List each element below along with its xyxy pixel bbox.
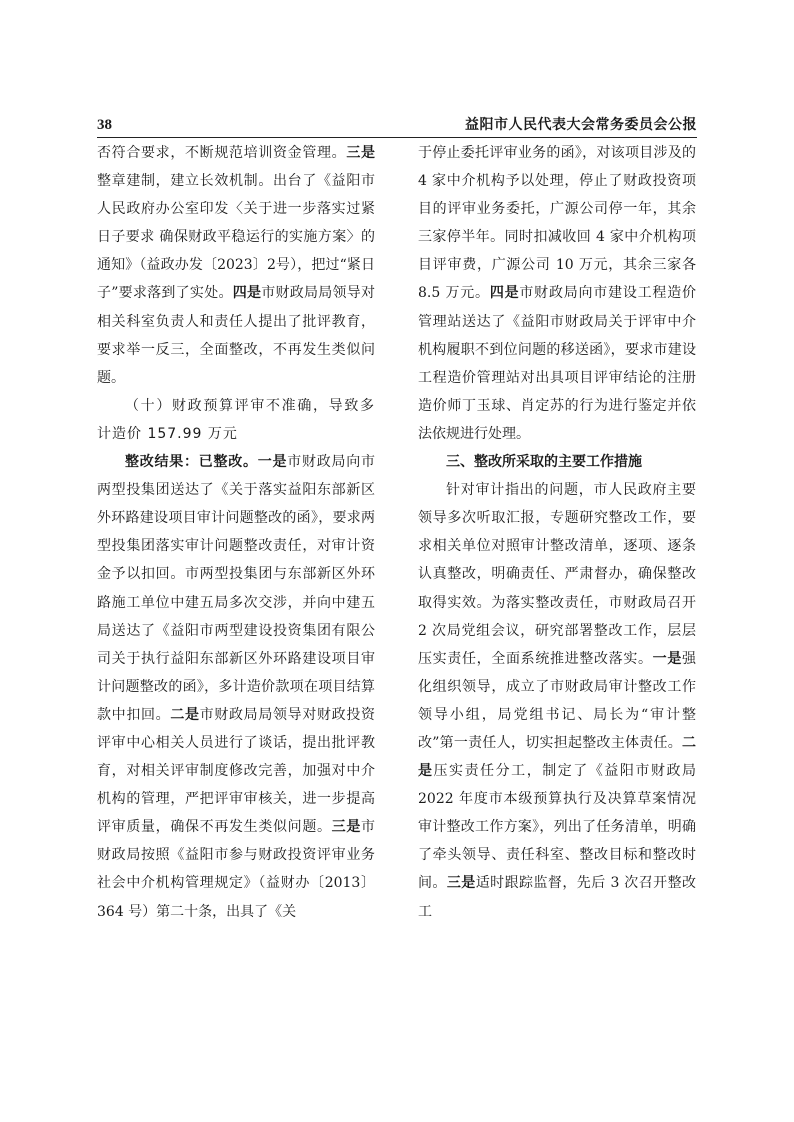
section-heading: 三、整改所采取的主要工作措施: [446, 454, 642, 471]
journal-title: 益阳市人民代表大会常务委员会公报: [465, 117, 697, 133]
right-column: [418, 139, 696, 926]
left-column: [97, 139, 375, 926]
paragraph: [97, 139, 375, 392]
text-run: 针对审计指出的问题，市人民政府主要领导多次听取汇报，专题研究整改工作，要求相关单位对照审计整改清单，逐项、逐条认真整改，明确责任、严肃督办，确保整改取得实效。为落实整改责任，市财政局召开 2 次局党组会议，研究部署整改工作，层层压实责任，全面系统推进整改落实。: [418, 482, 696, 667]
text-run: 于停止委托评审业务的函》，对该项目涉及的 4 家中介机构予以处理，停止了财政投资项目的评审业务委托，广源公司停一年，其余三家停半年。同时扣减收回 4 家中介机构项目评审费，广源公司 10 万元，其余三家各 8.5 万元。: [418, 145, 696, 302]
text-run: 强化组织领导，成立了市财政局审计整改工作领导小组，局党组书记、局长为“审计整改”第一责任人，切实担起整改主体责任。: [418, 650, 697, 751]
text-run: 市财政局局领导对相关科室负责人和责任人提出了批评教育，要求举一反三，全面整改，不再发生类似问题。: [97, 285, 375, 386]
bold-marker: 整改结果：已整改。一是: [125, 454, 288, 471]
bold-marker: 二是: [170, 706, 200, 723]
bold-marker: 四是: [232, 285, 262, 302]
header-rule: [97, 137, 697, 138]
bold-marker: 三是: [346, 145, 376, 161]
text-run: 整章建制，建立长效机制。出台了《益阳市人民政府办公室印发〈关于进一步落实过紧日子要求 确保财政平稳运行的实施方案〉的通知》（益政办发〔2023〕2号），把过“紧日子”要求落到了实处。: [97, 173, 375, 302]
text-run: 否符合要求，不断规范培训资金管理。: [97, 145, 347, 161]
bold-marker: 三是: [331, 819, 362, 836]
bold-marker: 三是: [446, 875, 476, 892]
bold-marker: 一是: [652, 650, 683, 667]
page-header: [97, 112, 697, 138]
text-run: 市财政局局领导对财政投资评审中心相关人员进行了谈话，提出批评教育，对相关评审制度修改完善，加强对中介机构的管理，严把评审审核关，进一步提高评审质量，确保不再发生类似问题。: [97, 706, 376, 836]
text-run: 市财政局向市两型投集团送达了《关于落实益阳东部新区外环路建设项目审计问题整改的函》，要求两型投集团落实审计问题整改责任，对审计资金予以扣回。市两型投集团与东部新区外环路施工单位中建五局多次交涉，并向中建五局送达了《益阳市两型建设投资集团有限公司关于执行益阳东部新区外环路建设项目审计问题整改的函》，多计造价款项在项目结算款中扣回。: [97, 454, 375, 723]
page-number: 38: [97, 117, 112, 133]
text-run: 压实责任分工，制定了《益阳市财政局 2022 年度市本级预算执行及决算草案情况审计整改工作方案》，列出了任务清单，明确了牵头领导、责任科室、整改目标和整改时间。: [418, 763, 697, 892]
text-run: 市财政局向市建设工程造价管理站送达了《益阳市财政局关于评审中介机构履职不到位问题的移送函》，要求市建设工程造价管理站对出具项目评审结论的注册造价师丁玉球、肖定苏的行为进行鉴定并依法依规进行处理。: [418, 285, 696, 442]
paragraph: [418, 139, 696, 448]
subheading: （十）财政预算评审不准确，导致多计造价 157.99 万元: [97, 397, 375, 442]
paragraph: [418, 476, 696, 926]
bold-marker: 二是: [418, 734, 696, 780]
bold-marker: 四是: [489, 285, 520, 302]
text-run: 市财政局按照《益阳市参与财政投资评审业务社会中介机构管理规定》（益财办〔2013〕364 号）第二十条，出具了《关: [97, 819, 376, 920]
paragraph: [97, 448, 375, 926]
text-run: 适时跟踪监督，先后 3 次召开整改工: [418, 875, 697, 920]
